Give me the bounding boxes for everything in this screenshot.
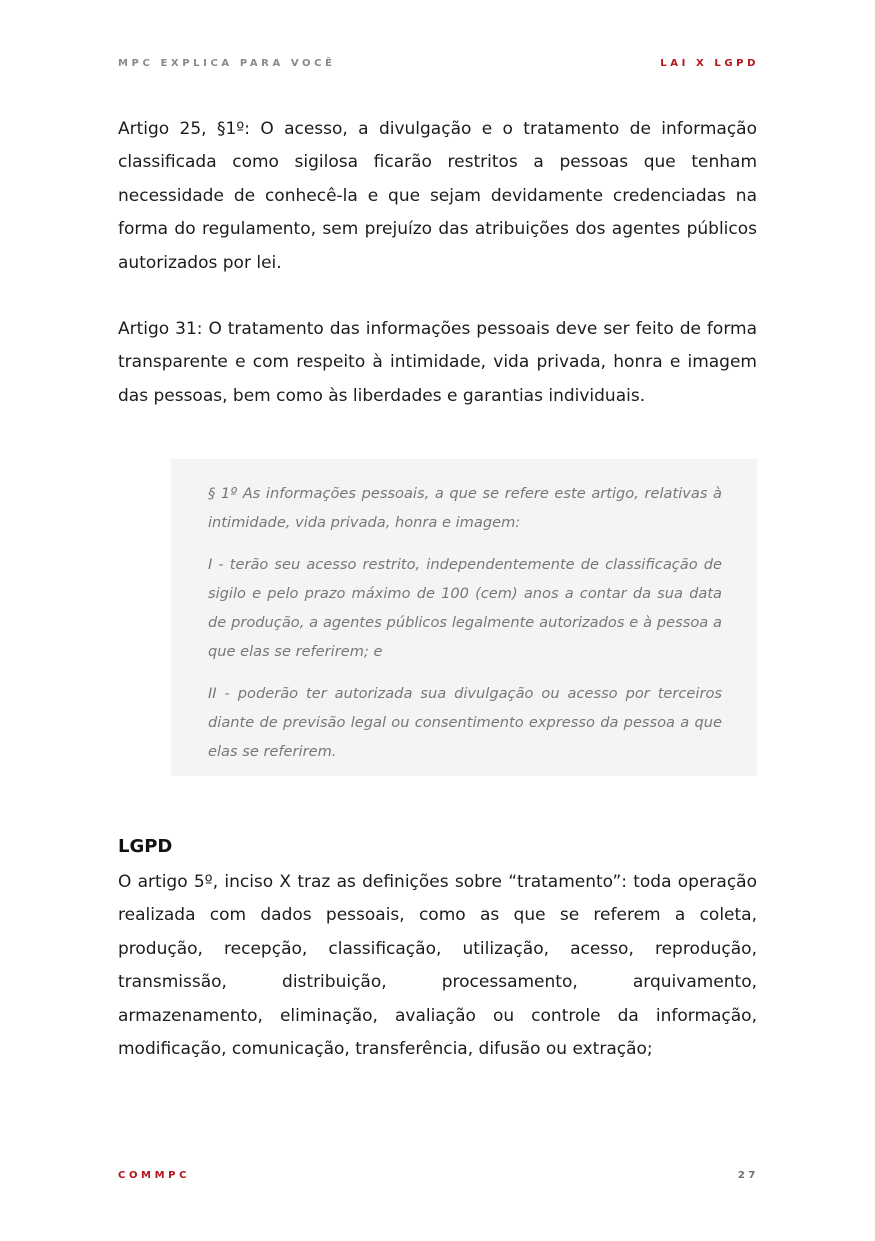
paragraph-lgpd-tratamento: O artigo 5º, inciso X traz as definições sobre “tratamento”: toda operação realizada com dados pessoais, como as que se referem a coleta, produção, recepção, classificação, utilização, acesso, reprodução, transmissão, distribuição, processamento, arquivamento, armazenamento, eliminação, avaliação ou controle da informação, modificação, comunicação, transferência, difusão ou extração;: [118, 872, 757, 1060]
legal-quote-box: [171, 459, 757, 776]
quote-paragraph-2: I - terão seu acesso restrito, independentemente de classificação de sigilo e pelo prazo máximo de 100 (cem) anos a contar da sua data de produção, a agentes públicos legalmente autorizados e à pessoa a que elas se referirem; e: [208, 555, 722, 661]
page-number: 27: [737, 1170, 759, 1181]
quote-paragraph-1: § 1º As informações pessoais, a que se refere este artigo, relativas à intimidade, vida privada, honra e imagem:: [208, 485, 722, 532]
running-header-section: LAI X LGPD: [660, 58, 759, 69]
running-header-title: MPC EXPLICA PARA VOCÊ: [118, 58, 336, 69]
footer-brand: COMMPC: [118, 1170, 191, 1181]
quote-paragraph-3: II - poderão ter autorizada sua divulgação ou acesso por terceiros diante de previsão legal ou consentimento expresso da pessoa a que elas se referirem.: [208, 684, 722, 761]
paragraph-artigo-31: Artigo 31: O tratamento das informações pessoais deve ser feito de forma transparente e com respeito à intimidade, vida privada, honra e imagem das pessoas, bem como às liberdades e garantias individuais.: [118, 319, 757, 406]
paragraph-artigo-25: Artigo 25, §1º: O acesso, a divulgação e o tratamento de informação classificada como sigilosa ficarão restritos a pessoas que tenham necessidade de conhecê-la e que sejam devidamente credenciadas na forma do regulamento, sem prejuízo das atribuições dos agentes públicos autorizados por lei.: [118, 119, 757, 273]
section-heading-lgpd: LGPD: [118, 836, 173, 857]
